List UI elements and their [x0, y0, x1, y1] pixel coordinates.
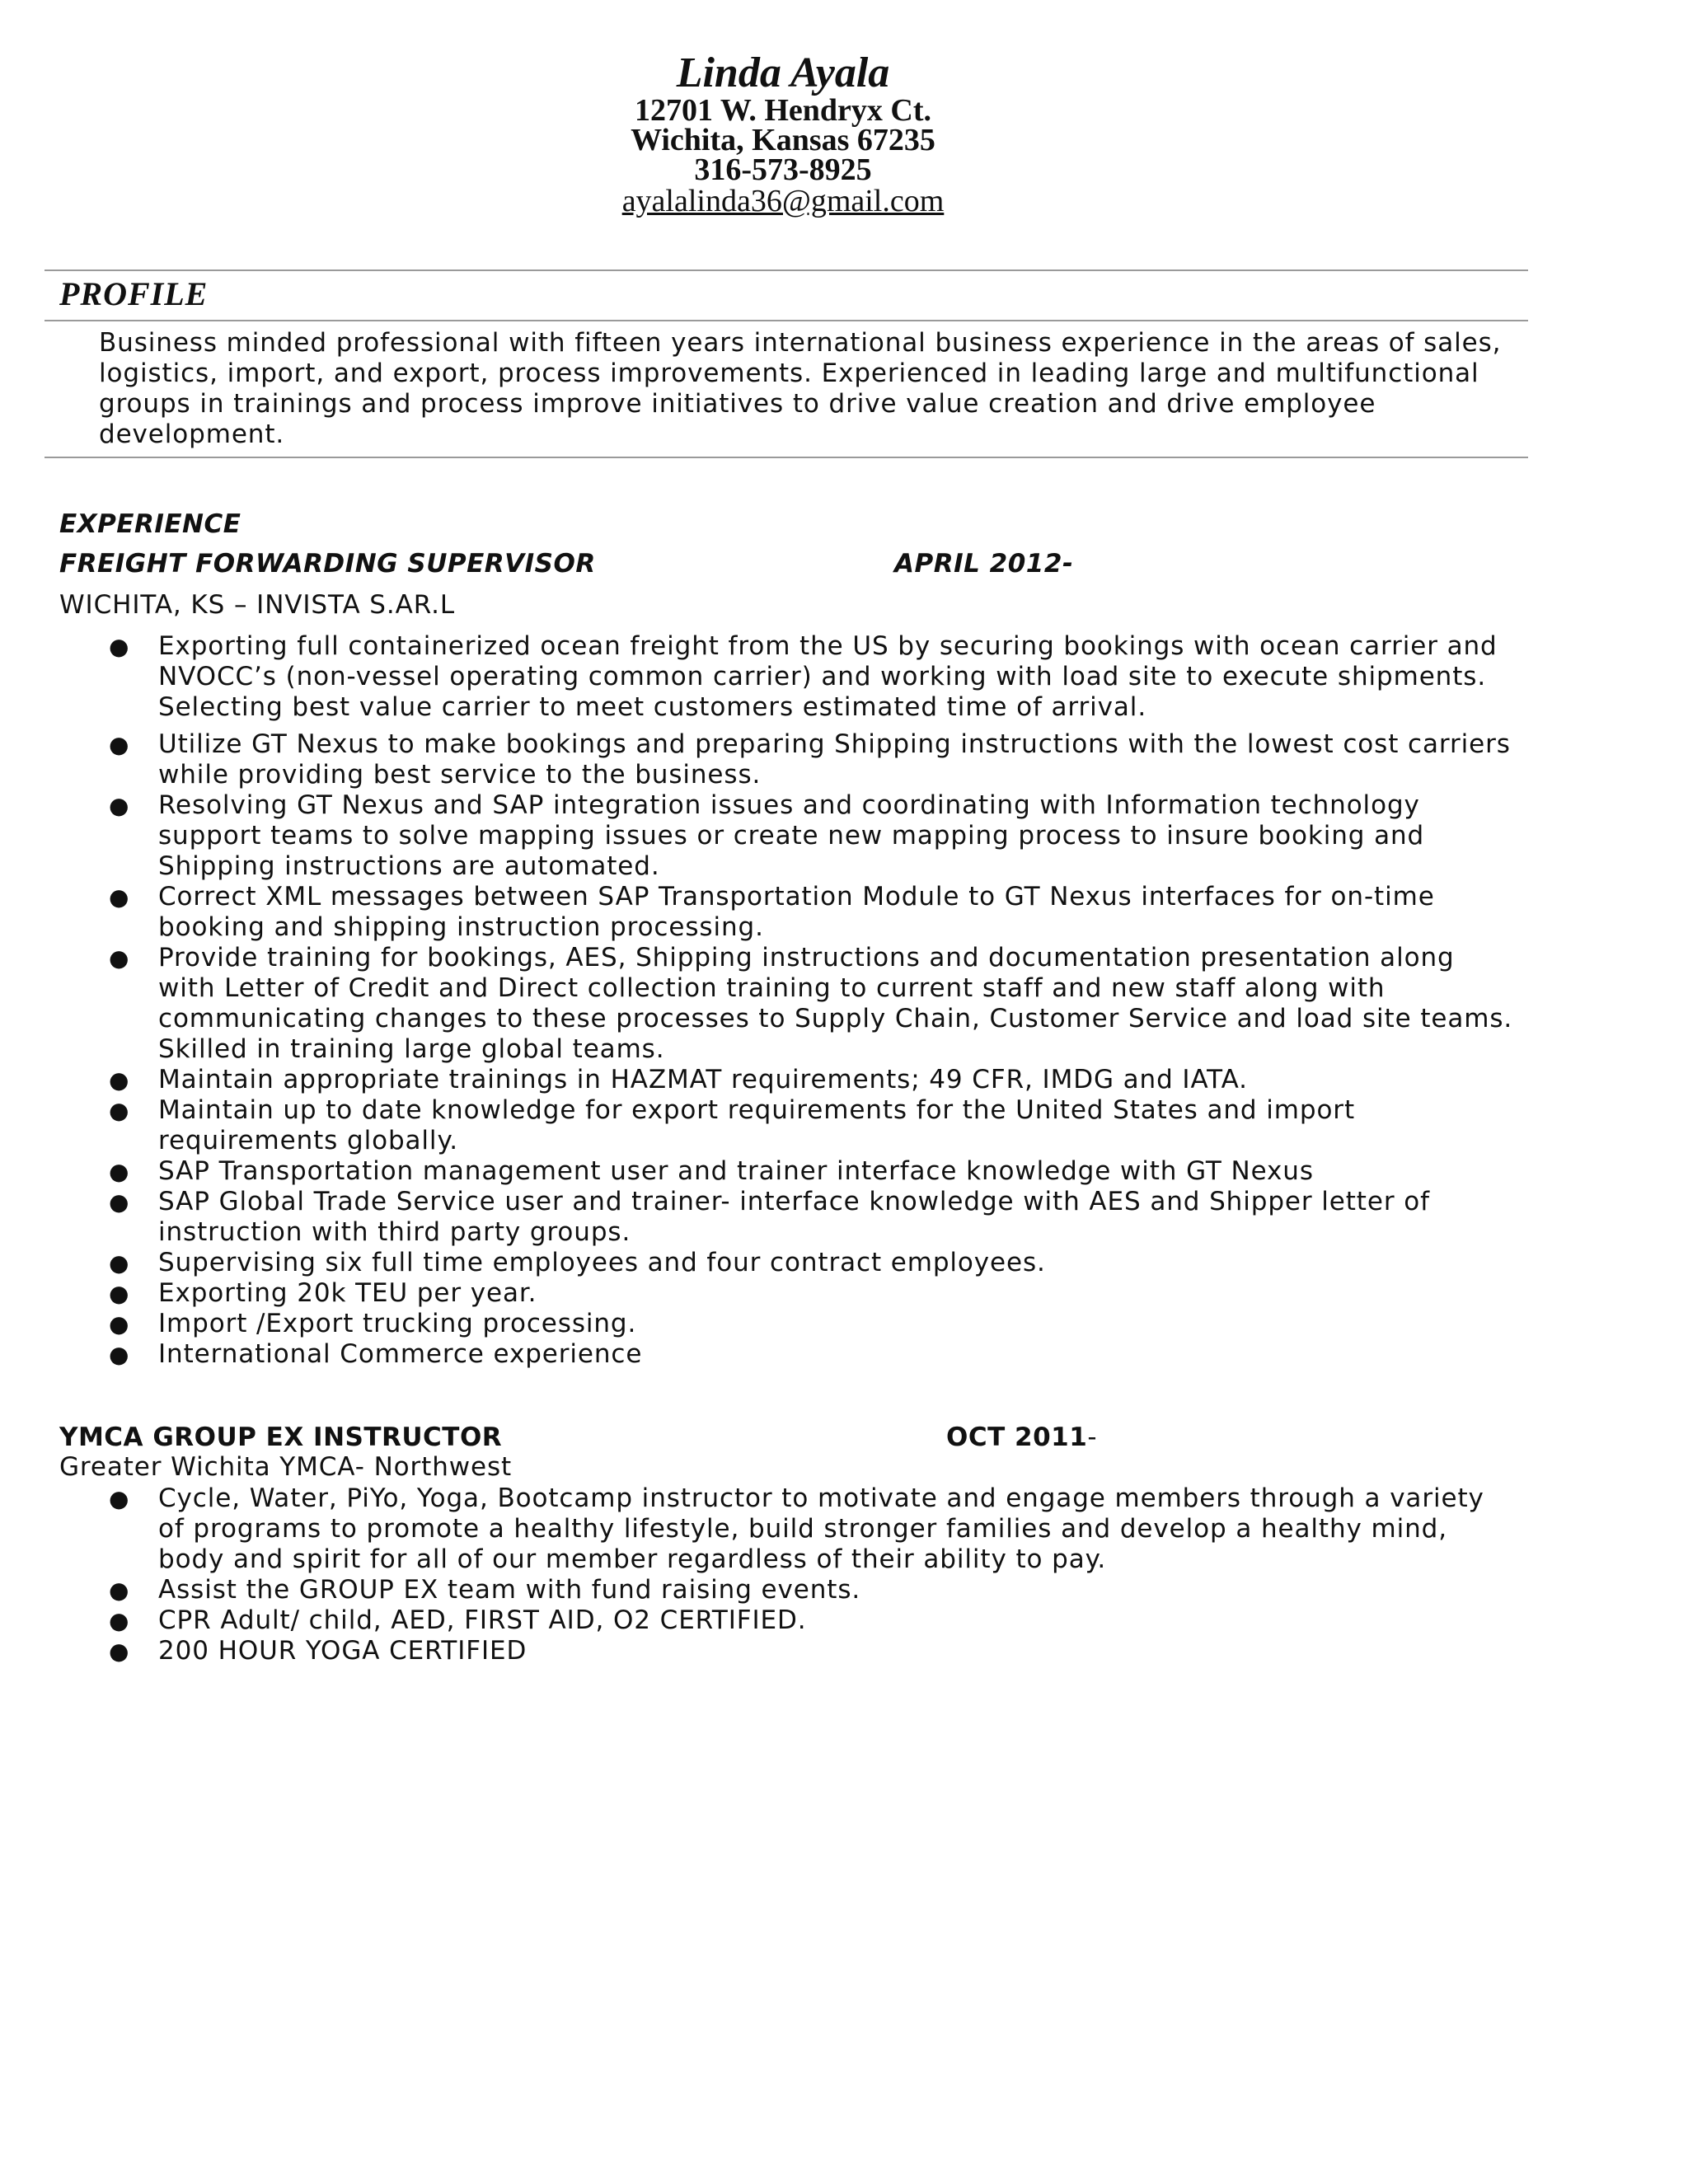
list-item: ● Cycle, Water, PiYo, Yoga, Bootcamp instructor to motivate and engage members through a variety of programs to promote a healthy lifestyle, build stronger families and develop a healthy mind, body and spirit for all of our member regardless of their ability to pay. — [109, 1483, 1484, 1574]
contact-header — [0, 51, 1566, 218]
list-item: ● 200 HOUR YOGA CERTIFIED — [109, 1636, 528, 1666]
bullet-icon: ● — [109, 1607, 130, 1634]
profile-bottom-rule — [45, 457, 1528, 458]
bullet-icon: ● — [109, 1097, 130, 1124]
bullet-icon: ● — [109, 1341, 130, 1368]
city-state-zip: Wichita, Kansas 67235 — [631, 123, 935, 157]
bullet-icon: ● — [109, 1310, 130, 1338]
list-item: ● Utilize GT Nexus to make bookings and preparing Shipping instructions with the lowest cost carriers while providing best service to the business. — [109, 729, 1511, 790]
job1-title: FREIGHT FORWARDING SUPERVISOR — [59, 549, 596, 579]
bullet-icon: ● — [109, 1638, 130, 1665]
list-item: ● CPR Adult/ child, AED, FIRST AID, O2 CERTIFIED. — [109, 1605, 807, 1635]
phone-number: 316-573-8925 — [694, 152, 872, 187]
profile-top-rule — [45, 269, 1528, 271]
experience-heading: EXPERIENCE — [59, 509, 241, 539]
bullet-icon: ● — [109, 944, 130, 972]
job2-title: YMCA GROUP EX INSTRUCTOR — [59, 1422, 503, 1452]
bullet-icon: ● — [109, 1249, 130, 1277]
bullet-icon: ● — [109, 883, 130, 911]
profile-text: Business minded professional with fifteen years international business experience in the areas of sales, logistics, import, and export, process improvements. Experienced in leading large and multifunctional groups in trainings and process improve initiatives to drive value creation and drive employee development. — [99, 328, 1502, 449]
job1-date: APRIL 2012- — [894, 549, 1074, 579]
job2-date: OCT 2011- — [946, 1422, 1098, 1452]
job2-date-suffix: - — [1087, 1422, 1098, 1452]
list-item: ● Assist the GROUP EX team with fund raising events. — [109, 1575, 861, 1605]
email-address[interactable]: ayalalinda36@gmail.com — [621, 184, 945, 218]
bullet-icon: ● — [109, 1158, 130, 1185]
list-item: ● Provide training for bookings, AES, Shipping instructions and documentation presentation along with Letter of Credit and Direct collection training to current staff and new staff along with communicating changes to these processes to Supply Chain, Customer Service and load site teams. Skilled in training large global teams. — [109, 943, 1513, 1064]
list-item: ● Correct XML messages between SAP Transportation Module to GT Nexus interfaces for on-time booking and shipping instruction processing. — [109, 882, 1435, 942]
bullet-icon: ● — [109, 1188, 130, 1216]
bullet-icon: ● — [109, 731, 130, 758]
list-item: ● Import /Export trucking processing. — [109, 1309, 637, 1338]
bullet-icon: ● — [109, 1577, 130, 1604]
profile-heading: PROFILE — [59, 275, 209, 312]
list-item: ● SAP Global Trade Service user and trainer- interface knowledge with AES and Shipper letter of instruction with third party groups. — [109, 1187, 1430, 1247]
list-item: ● Maintain appropriate trainings in HAZMAT requirements; 49 CFR, IMDG and IATA. — [109, 1065, 1248, 1094]
bullet-icon: ● — [109, 1485, 130, 1512]
job1-location: WICHITA, KS – INVISTA S.AR.L — [59, 590, 455, 620]
job1-bullet-list — [0, 631, 1518, 1370]
bullet-icon: ● — [109, 792, 130, 819]
bullet-icon: ● — [109, 1066, 130, 1094]
bullet-icon: ● — [109, 1280, 130, 1307]
street-address: 12701 W. Hendryx Ct. — [635, 93, 931, 128]
list-item: ● Supervising six full time employees and four contract employees. — [109, 1248, 1046, 1277]
list-item: ● Maintain up to date knowledge for export requirements for the United States and import requirements globally. — [109, 1095, 1356, 1155]
bullet-icon: ● — [109, 633, 130, 660]
list-item: ● Exporting 20k TEU per year. — [109, 1278, 537, 1308]
profile-heading-rule — [45, 320, 1528, 321]
job2-location: Greater Wichita YMCA- Northwest — [59, 1452, 513, 1482]
candidate-name: Linda Ayala — [676, 49, 890, 96]
list-item: ● Resolving GT Nexus and SAP integration issues and coordinating with Information technology support teams to solve mapping issues or create new mapping process to insure booking and Shipping instructions are automated. — [109, 790, 1425, 881]
list-item: ● International Commerce experience — [109, 1339, 643, 1369]
list-item: ● SAP Transportation management user and trainer interface knowledge with GT Nexus — [109, 1156, 1314, 1186]
job2-bullet-list — [0, 1483, 1518, 1666]
list-item: ● Exporting full containerized ocean freight from the US by securing bookings with ocean carrier and NVOCC’s (non-vessel operating common carrier) and working with load site to execute shipments. Selecting best value carrier to meet customers estimated time of arrival. — [109, 631, 1498, 722]
